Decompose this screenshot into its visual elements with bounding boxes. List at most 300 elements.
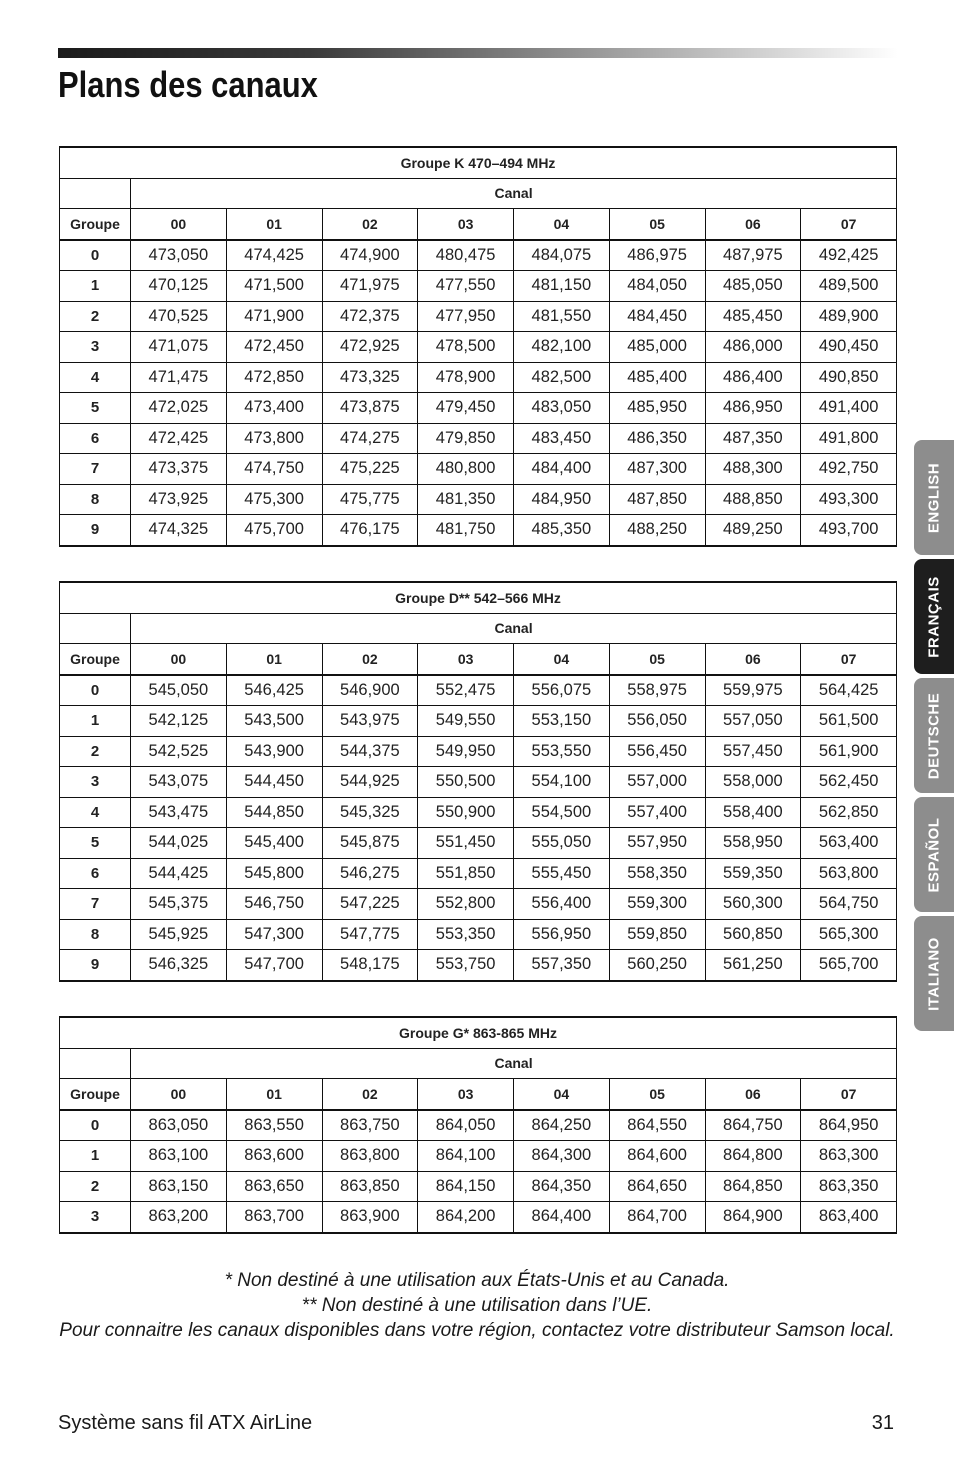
frequency-cell: 562,850 bbox=[801, 797, 897, 828]
language-tab-label: ITALIANO bbox=[925, 936, 943, 1011]
frequency-cell: 484,950 bbox=[514, 484, 610, 515]
frequency-cell: 471,500 bbox=[226, 271, 322, 302]
group-label: 0 bbox=[60, 1110, 131, 1141]
frequency-cell: 556,400 bbox=[514, 889, 610, 920]
table-row bbox=[60, 919, 897, 950]
group-label: 7 bbox=[60, 454, 131, 485]
frequency-cell: 487,350 bbox=[705, 423, 801, 454]
column-header-row bbox=[60, 644, 897, 675]
frequency-cell: 491,800 bbox=[801, 423, 897, 454]
frequency-cell: 485,050 bbox=[705, 271, 801, 302]
frequency-cell: 554,100 bbox=[514, 767, 610, 798]
frequency-cell: 545,050 bbox=[131, 675, 227, 706]
channel-column-header: 01 bbox=[226, 1079, 322, 1110]
frequency-cell: 560,850 bbox=[705, 919, 801, 950]
table-row bbox=[60, 706, 897, 737]
channel-column-header: 03 bbox=[418, 1079, 514, 1110]
frequency-cell: 863,200 bbox=[131, 1202, 227, 1233]
frequency-cell: 545,875 bbox=[322, 828, 418, 859]
frequency-cell: 470,525 bbox=[131, 301, 227, 332]
channel-column-header: 04 bbox=[514, 1079, 610, 1110]
frequency-cell: 471,075 bbox=[131, 332, 227, 363]
column-header-row bbox=[60, 1079, 897, 1110]
table-row bbox=[60, 301, 897, 332]
channel-column-header: 03 bbox=[418, 209, 514, 240]
canal-header-row bbox=[60, 178, 897, 209]
frequency-cell: 484,450 bbox=[609, 301, 705, 332]
frequency-cell: 549,550 bbox=[418, 706, 514, 737]
frequency-cell: 480,800 bbox=[418, 454, 514, 485]
blank-header-cell bbox=[60, 1048, 131, 1079]
frequency-cell: 545,400 bbox=[226, 828, 322, 859]
frequency-cell: 864,550 bbox=[609, 1110, 705, 1141]
frequency-cell: 864,950 bbox=[801, 1110, 897, 1141]
frequency-cell: 544,450 bbox=[226, 767, 322, 798]
frequency-cell: 486,000 bbox=[705, 332, 801, 363]
footnote-eu: ** Non destiné à une utilisation dans l’UE. bbox=[301, 1295, 653, 1316]
column-header-row bbox=[60, 209, 897, 240]
frequency-cell: 557,950 bbox=[609, 828, 705, 859]
group-column-header: Groupe bbox=[60, 209, 131, 240]
frequency-cell: 474,325 bbox=[131, 515, 227, 546]
language-tab-espanol[interactable] bbox=[914, 797, 954, 912]
frequency-cell: 863,600 bbox=[226, 1141, 322, 1172]
frequency-cell: 470,125 bbox=[131, 271, 227, 302]
frequency-cell: 483,050 bbox=[514, 393, 610, 424]
frequency-cell: 546,275 bbox=[322, 858, 418, 889]
frequency-cell: 473,925 bbox=[131, 484, 227, 515]
frequency-cell: 550,900 bbox=[418, 797, 514, 828]
channel-column-header: 00 bbox=[131, 209, 227, 240]
frequency-cell: 474,425 bbox=[226, 240, 322, 271]
frequency-cell: 472,850 bbox=[226, 362, 322, 393]
frequency-cell: 864,100 bbox=[418, 1141, 514, 1172]
frequency-cell: 492,750 bbox=[801, 454, 897, 485]
frequency-cell: 486,400 bbox=[705, 362, 801, 393]
channel-column-header: 05 bbox=[609, 644, 705, 675]
frequency-cell: 555,450 bbox=[514, 858, 610, 889]
frequency-cell: 545,325 bbox=[322, 797, 418, 828]
frequency-cell: 472,450 bbox=[226, 332, 322, 363]
frequency-cell: 552,800 bbox=[418, 889, 514, 920]
group-column-header: Groupe bbox=[60, 644, 131, 675]
frequency-cell: 489,250 bbox=[705, 515, 801, 546]
group-label: 3 bbox=[60, 332, 131, 363]
frequency-cell: 478,500 bbox=[418, 332, 514, 363]
frequency-cell: 472,025 bbox=[131, 393, 227, 424]
frequency-cell: 555,050 bbox=[514, 828, 610, 859]
frequency-cell: 557,350 bbox=[514, 950, 610, 981]
channel-column-header: 06 bbox=[705, 209, 801, 240]
table-row bbox=[60, 271, 897, 302]
frequency-cell: 556,450 bbox=[609, 736, 705, 767]
language-tabs bbox=[914, 440, 954, 1035]
canal-header: Canal bbox=[131, 178, 897, 209]
frequency-cell: 485,950 bbox=[609, 393, 705, 424]
frequency-cell: 475,300 bbox=[226, 484, 322, 515]
language-tab-label: FRANÇAIS bbox=[925, 575, 943, 658]
frequency-cell: 863,300 bbox=[801, 1141, 897, 1172]
frequency-cell: 485,000 bbox=[609, 332, 705, 363]
frequency-cell: 549,950 bbox=[418, 736, 514, 767]
table-row bbox=[60, 767, 897, 798]
channel-column-header: 00 bbox=[131, 644, 227, 675]
channel-column-header: 02 bbox=[322, 209, 418, 240]
frequency-cell: 863,800 bbox=[322, 1141, 418, 1172]
frequency-cell: 473,800 bbox=[226, 423, 322, 454]
frequency-cell: 480,475 bbox=[418, 240, 514, 271]
frequency-cell: 485,400 bbox=[609, 362, 705, 393]
frequency-cell: 561,900 bbox=[801, 736, 897, 767]
frequency-cell: 864,150 bbox=[418, 1171, 514, 1202]
table-row bbox=[60, 240, 897, 271]
frequency-cell: 481,750 bbox=[418, 515, 514, 546]
frequency-cell: 482,100 bbox=[514, 332, 610, 363]
frequency-cell: 547,225 bbox=[322, 889, 418, 920]
frequency-cell: 471,900 bbox=[226, 301, 322, 332]
frequency-cell: 544,375 bbox=[322, 736, 418, 767]
channel-column-header: 04 bbox=[514, 209, 610, 240]
channel-column-header: 06 bbox=[705, 644, 801, 675]
frequency-cell: 544,850 bbox=[226, 797, 322, 828]
canal-header: Canal bbox=[131, 613, 897, 644]
frequency-cell: 552,475 bbox=[418, 675, 514, 706]
frequency-cell: 546,425 bbox=[226, 675, 322, 706]
frequency-cell: 546,750 bbox=[226, 889, 322, 920]
frequency-cell: 558,975 bbox=[609, 675, 705, 706]
frequency-cell: 474,900 bbox=[322, 240, 418, 271]
frequency-cell: 864,650 bbox=[609, 1171, 705, 1202]
frequency-cell: 564,425 bbox=[801, 675, 897, 706]
table-row bbox=[60, 797, 897, 828]
frequency-cell: 492,425 bbox=[801, 240, 897, 271]
frequency-cell: 564,750 bbox=[801, 889, 897, 920]
table-row bbox=[60, 828, 897, 859]
frequency-cell: 486,950 bbox=[705, 393, 801, 424]
language-tab-english[interactable] bbox=[914, 440, 954, 555]
frequency-cell: 864,600 bbox=[609, 1141, 705, 1172]
frequency-cell: 556,950 bbox=[514, 919, 610, 950]
table-row bbox=[60, 332, 897, 363]
frequency-cell: 473,375 bbox=[131, 454, 227, 485]
table-row bbox=[60, 889, 897, 920]
frequency-cell: 543,975 bbox=[322, 706, 418, 737]
frequency-cell: 545,375 bbox=[131, 889, 227, 920]
frequency-cell: 863,100 bbox=[131, 1141, 227, 1172]
frequency-cell: 559,350 bbox=[705, 858, 801, 889]
frequency-cell: 474,275 bbox=[322, 423, 418, 454]
table-row bbox=[60, 454, 897, 485]
group-label: 4 bbox=[60, 362, 131, 393]
channel-column-header: 01 bbox=[226, 209, 322, 240]
channel-column-header: 02 bbox=[322, 644, 418, 675]
frequency-cell: 546,900 bbox=[322, 675, 418, 706]
frequency-cell: 493,700 bbox=[801, 515, 897, 546]
frequency-cell: 559,850 bbox=[609, 919, 705, 950]
frequency-cell: 490,450 bbox=[801, 332, 897, 363]
table-row bbox=[60, 515, 897, 546]
frequency-cell: 558,400 bbox=[705, 797, 801, 828]
frequency-cell: 481,350 bbox=[418, 484, 514, 515]
frequency-cell: 556,050 bbox=[609, 706, 705, 737]
frequency-cell: 545,925 bbox=[131, 919, 227, 950]
group-label: 6 bbox=[60, 423, 131, 454]
table-title: Groupe D** 542–566 MHz bbox=[60, 582, 897, 613]
frequency-cell: 562,450 bbox=[801, 767, 897, 798]
frequency-cell: 477,950 bbox=[418, 301, 514, 332]
table-row bbox=[60, 858, 897, 889]
footnote-contact: Pour connaitre les canaux disponibles dans votre région, contactez votre distributeur Samson local. bbox=[59, 1320, 895, 1341]
frequency-cell: 542,125 bbox=[131, 706, 227, 737]
frequency-cell: 546,325 bbox=[131, 950, 227, 981]
frequency-cell: 547,700 bbox=[226, 950, 322, 981]
group-label: 1 bbox=[60, 271, 131, 302]
frequency-cell: 864,850 bbox=[705, 1171, 801, 1202]
frequency-cell: 864,400 bbox=[514, 1202, 610, 1233]
canal-header-row bbox=[60, 613, 897, 644]
frequency-cell: 485,450 bbox=[705, 301, 801, 332]
frequency-cell: 471,475 bbox=[131, 362, 227, 393]
frequency-cell: 864,350 bbox=[514, 1171, 610, 1202]
group-column-header: Groupe bbox=[60, 1079, 131, 1110]
channel-column-header: 05 bbox=[609, 1079, 705, 1110]
frequency-cell: 558,000 bbox=[705, 767, 801, 798]
frequency-cell: 483,450 bbox=[514, 423, 610, 454]
group-label: 7 bbox=[60, 889, 131, 920]
channel-column-header: 02 bbox=[322, 1079, 418, 1110]
group-label: 3 bbox=[60, 1202, 131, 1233]
frequency-cell: 864,700 bbox=[609, 1202, 705, 1233]
frequency-cell: 563,800 bbox=[801, 858, 897, 889]
group-label: 5 bbox=[60, 828, 131, 859]
frequency-cell: 479,850 bbox=[418, 423, 514, 454]
page-title: Plans des canaux bbox=[58, 64, 318, 105]
group-label: 8 bbox=[60, 484, 131, 515]
group-label: 1 bbox=[60, 706, 131, 737]
frequency-cell: 487,300 bbox=[609, 454, 705, 485]
language-tab-francais[interactable] bbox=[914, 559, 954, 674]
frequency-cell: 543,475 bbox=[131, 797, 227, 828]
frequency-cell: 475,225 bbox=[322, 454, 418, 485]
channel-column-header: 05 bbox=[609, 209, 705, 240]
frequency-cell: 557,450 bbox=[705, 736, 801, 767]
frequency-cell: 542,525 bbox=[131, 736, 227, 767]
frequency-cell: 863,900 bbox=[322, 1202, 418, 1233]
channel-column-header: 06 bbox=[705, 1079, 801, 1110]
frequency-cell: 863,050 bbox=[131, 1110, 227, 1141]
footnote-us-canada: * Non destiné à une utilisation aux États-Unis et au Canada. bbox=[224, 1270, 730, 1291]
frequency-cell: 556,075 bbox=[514, 675, 610, 706]
frequency-cell: 557,000 bbox=[609, 767, 705, 798]
frequency-cell: 554,500 bbox=[514, 797, 610, 828]
frequency-cell: 472,925 bbox=[322, 332, 418, 363]
table-row bbox=[60, 484, 897, 515]
frequency-cell: 481,550 bbox=[514, 301, 610, 332]
frequency-cell: 863,400 bbox=[801, 1202, 897, 1233]
group-label: 9 bbox=[60, 515, 131, 546]
frequency-cell: 565,700 bbox=[801, 950, 897, 981]
frequency-cell: 477,550 bbox=[418, 271, 514, 302]
frequency-cell: 543,500 bbox=[226, 706, 322, 737]
frequency-cell: 475,700 bbox=[226, 515, 322, 546]
frequency-cell: 565,300 bbox=[801, 919, 897, 950]
frequency-cell: 493,300 bbox=[801, 484, 897, 515]
blank-header-cell bbox=[60, 613, 131, 644]
frequency-cell: 472,375 bbox=[322, 301, 418, 332]
group-label: 5 bbox=[60, 393, 131, 424]
frequency-cell: 490,850 bbox=[801, 362, 897, 393]
frequency-cell: 864,250 bbox=[514, 1110, 610, 1141]
frequency-cell: 863,650 bbox=[226, 1171, 322, 1202]
channel-column-header: 04 bbox=[514, 644, 610, 675]
frequency-cell: 863,150 bbox=[131, 1171, 227, 1202]
group-label: 8 bbox=[60, 919, 131, 950]
frequency-cell: 479,450 bbox=[418, 393, 514, 424]
footnotes bbox=[40, 1268, 914, 1343]
frequency-cell: 558,950 bbox=[705, 828, 801, 859]
table-row bbox=[60, 393, 897, 424]
frequency-cell: 491,400 bbox=[801, 393, 897, 424]
frequency-cell: 476,175 bbox=[322, 515, 418, 546]
frequency-cell: 488,850 bbox=[705, 484, 801, 515]
group-label: 1 bbox=[60, 1141, 131, 1172]
channel-table bbox=[59, 1016, 897, 1234]
frequency-cell: 543,075 bbox=[131, 767, 227, 798]
frequency-cell: 863,850 bbox=[322, 1171, 418, 1202]
frequency-cell: 864,900 bbox=[705, 1202, 801, 1233]
frequency-cell: 481,150 bbox=[514, 271, 610, 302]
frequency-cell: 472,425 bbox=[131, 423, 227, 454]
frequency-cell: 553,350 bbox=[418, 919, 514, 950]
frequency-cell: 474,750 bbox=[226, 454, 322, 485]
group-label: 3 bbox=[60, 767, 131, 798]
group-label: 2 bbox=[60, 1171, 131, 1202]
table-title: Groupe G* 863-865 MHz bbox=[60, 1017, 897, 1048]
channel-column-header: 03 bbox=[418, 644, 514, 675]
frequency-cell: 553,150 bbox=[514, 706, 610, 737]
frequency-cell: 560,300 bbox=[705, 889, 801, 920]
channel-table bbox=[59, 146, 897, 547]
channel-column-header: 07 bbox=[801, 1079, 897, 1110]
canal-header: Canal bbox=[131, 1048, 897, 1079]
frequency-cell: 545,800 bbox=[226, 858, 322, 889]
page-number: 31 bbox=[871, 1412, 894, 1434]
frequency-cell: 473,050 bbox=[131, 240, 227, 271]
group-label: 4 bbox=[60, 797, 131, 828]
frequency-cell: 488,300 bbox=[705, 454, 801, 485]
footer-product-name: Système sans fil ATX AirLine bbox=[58, 1412, 313, 1434]
language-tab-deutsche[interactable] bbox=[914, 678, 954, 793]
table-row bbox=[60, 1110, 897, 1141]
channel-column-header: 07 bbox=[801, 644, 897, 675]
frequency-cell: 484,075 bbox=[514, 240, 610, 271]
frequency-cell: 488,250 bbox=[609, 515, 705, 546]
table-title-row bbox=[60, 147, 897, 178]
frequency-cell: 864,300 bbox=[514, 1141, 610, 1172]
blank-header-cell bbox=[60, 178, 131, 209]
frequency-cell: 486,350 bbox=[609, 423, 705, 454]
frequency-cell: 557,400 bbox=[609, 797, 705, 828]
language-tab-label: ESPAÑOL bbox=[925, 817, 943, 892]
frequency-cell: 478,900 bbox=[418, 362, 514, 393]
frequency-cell: 558,350 bbox=[609, 858, 705, 889]
frequency-cell: 561,250 bbox=[705, 950, 801, 981]
table-row bbox=[60, 362, 897, 393]
table-row bbox=[60, 736, 897, 767]
frequency-cell: 485,350 bbox=[514, 515, 610, 546]
channel-column-header: 01 bbox=[226, 644, 322, 675]
group-label: 0 bbox=[60, 240, 131, 271]
frequency-cell: 543,900 bbox=[226, 736, 322, 767]
channel-column-header: 00 bbox=[131, 1079, 227, 1110]
frequency-cell: 550,500 bbox=[418, 767, 514, 798]
language-tab-italiano[interactable] bbox=[914, 916, 954, 1031]
channel-table bbox=[59, 581, 897, 982]
frequency-cell: 484,050 bbox=[609, 271, 705, 302]
frequency-cell: 563,400 bbox=[801, 828, 897, 859]
table-row bbox=[60, 1141, 897, 1172]
group-label: 9 bbox=[60, 950, 131, 981]
frequency-cell: 864,800 bbox=[705, 1141, 801, 1172]
table-row bbox=[60, 675, 897, 706]
frequency-cell: 863,700 bbox=[226, 1202, 322, 1233]
table-title: Groupe K 470–494 MHz bbox=[60, 147, 897, 178]
frequency-cell: 553,750 bbox=[418, 950, 514, 981]
frequency-cell: 473,400 bbox=[226, 393, 322, 424]
table-row bbox=[60, 1171, 897, 1202]
table-title-row bbox=[60, 1017, 897, 1048]
frequency-cell: 487,975 bbox=[705, 240, 801, 271]
frequency-cell: 551,450 bbox=[418, 828, 514, 859]
frequency-cell: 489,900 bbox=[801, 301, 897, 332]
frequency-cell: 863,350 bbox=[801, 1171, 897, 1202]
frequency-cell: 863,750 bbox=[322, 1110, 418, 1141]
frequency-cell: 547,300 bbox=[226, 919, 322, 950]
frequency-cell: 553,550 bbox=[514, 736, 610, 767]
group-label: 2 bbox=[60, 736, 131, 767]
frequency-cell: 482,500 bbox=[514, 362, 610, 393]
frequency-cell: 486,975 bbox=[609, 240, 705, 271]
frequency-cell: 557,050 bbox=[705, 706, 801, 737]
frequency-cell: 473,875 bbox=[322, 393, 418, 424]
frequency-cell: 475,775 bbox=[322, 484, 418, 515]
group-label: 0 bbox=[60, 675, 131, 706]
frequency-cell: 484,400 bbox=[514, 454, 610, 485]
header-rule bbox=[58, 48, 898, 58]
frequency-cell: 547,775 bbox=[322, 919, 418, 950]
group-label: 6 bbox=[60, 858, 131, 889]
language-tab-label: ENGLISH bbox=[925, 462, 943, 533]
frequency-cell: 544,425 bbox=[131, 858, 227, 889]
frequency-cell: 489,500 bbox=[801, 271, 897, 302]
frequency-cell: 548,175 bbox=[322, 950, 418, 981]
frequency-cell: 560,250 bbox=[609, 950, 705, 981]
table-title-row bbox=[60, 582, 897, 613]
frequency-cell: 544,025 bbox=[131, 828, 227, 859]
frequency-cell: 863,550 bbox=[226, 1110, 322, 1141]
canal-header-row bbox=[60, 1048, 897, 1079]
language-tab-label: DEUTSCHE bbox=[925, 692, 943, 779]
frequency-cell: 864,200 bbox=[418, 1202, 514, 1233]
frequency-cell: 487,850 bbox=[609, 484, 705, 515]
group-label: 2 bbox=[60, 301, 131, 332]
frequency-cell: 473,325 bbox=[322, 362, 418, 393]
frequency-cell: 561,500 bbox=[801, 706, 897, 737]
frequency-cell: 864,750 bbox=[705, 1110, 801, 1141]
frequency-cell: 471,975 bbox=[322, 271, 418, 302]
frequency-cell: 559,300 bbox=[609, 889, 705, 920]
channel-column-header: 07 bbox=[801, 209, 897, 240]
